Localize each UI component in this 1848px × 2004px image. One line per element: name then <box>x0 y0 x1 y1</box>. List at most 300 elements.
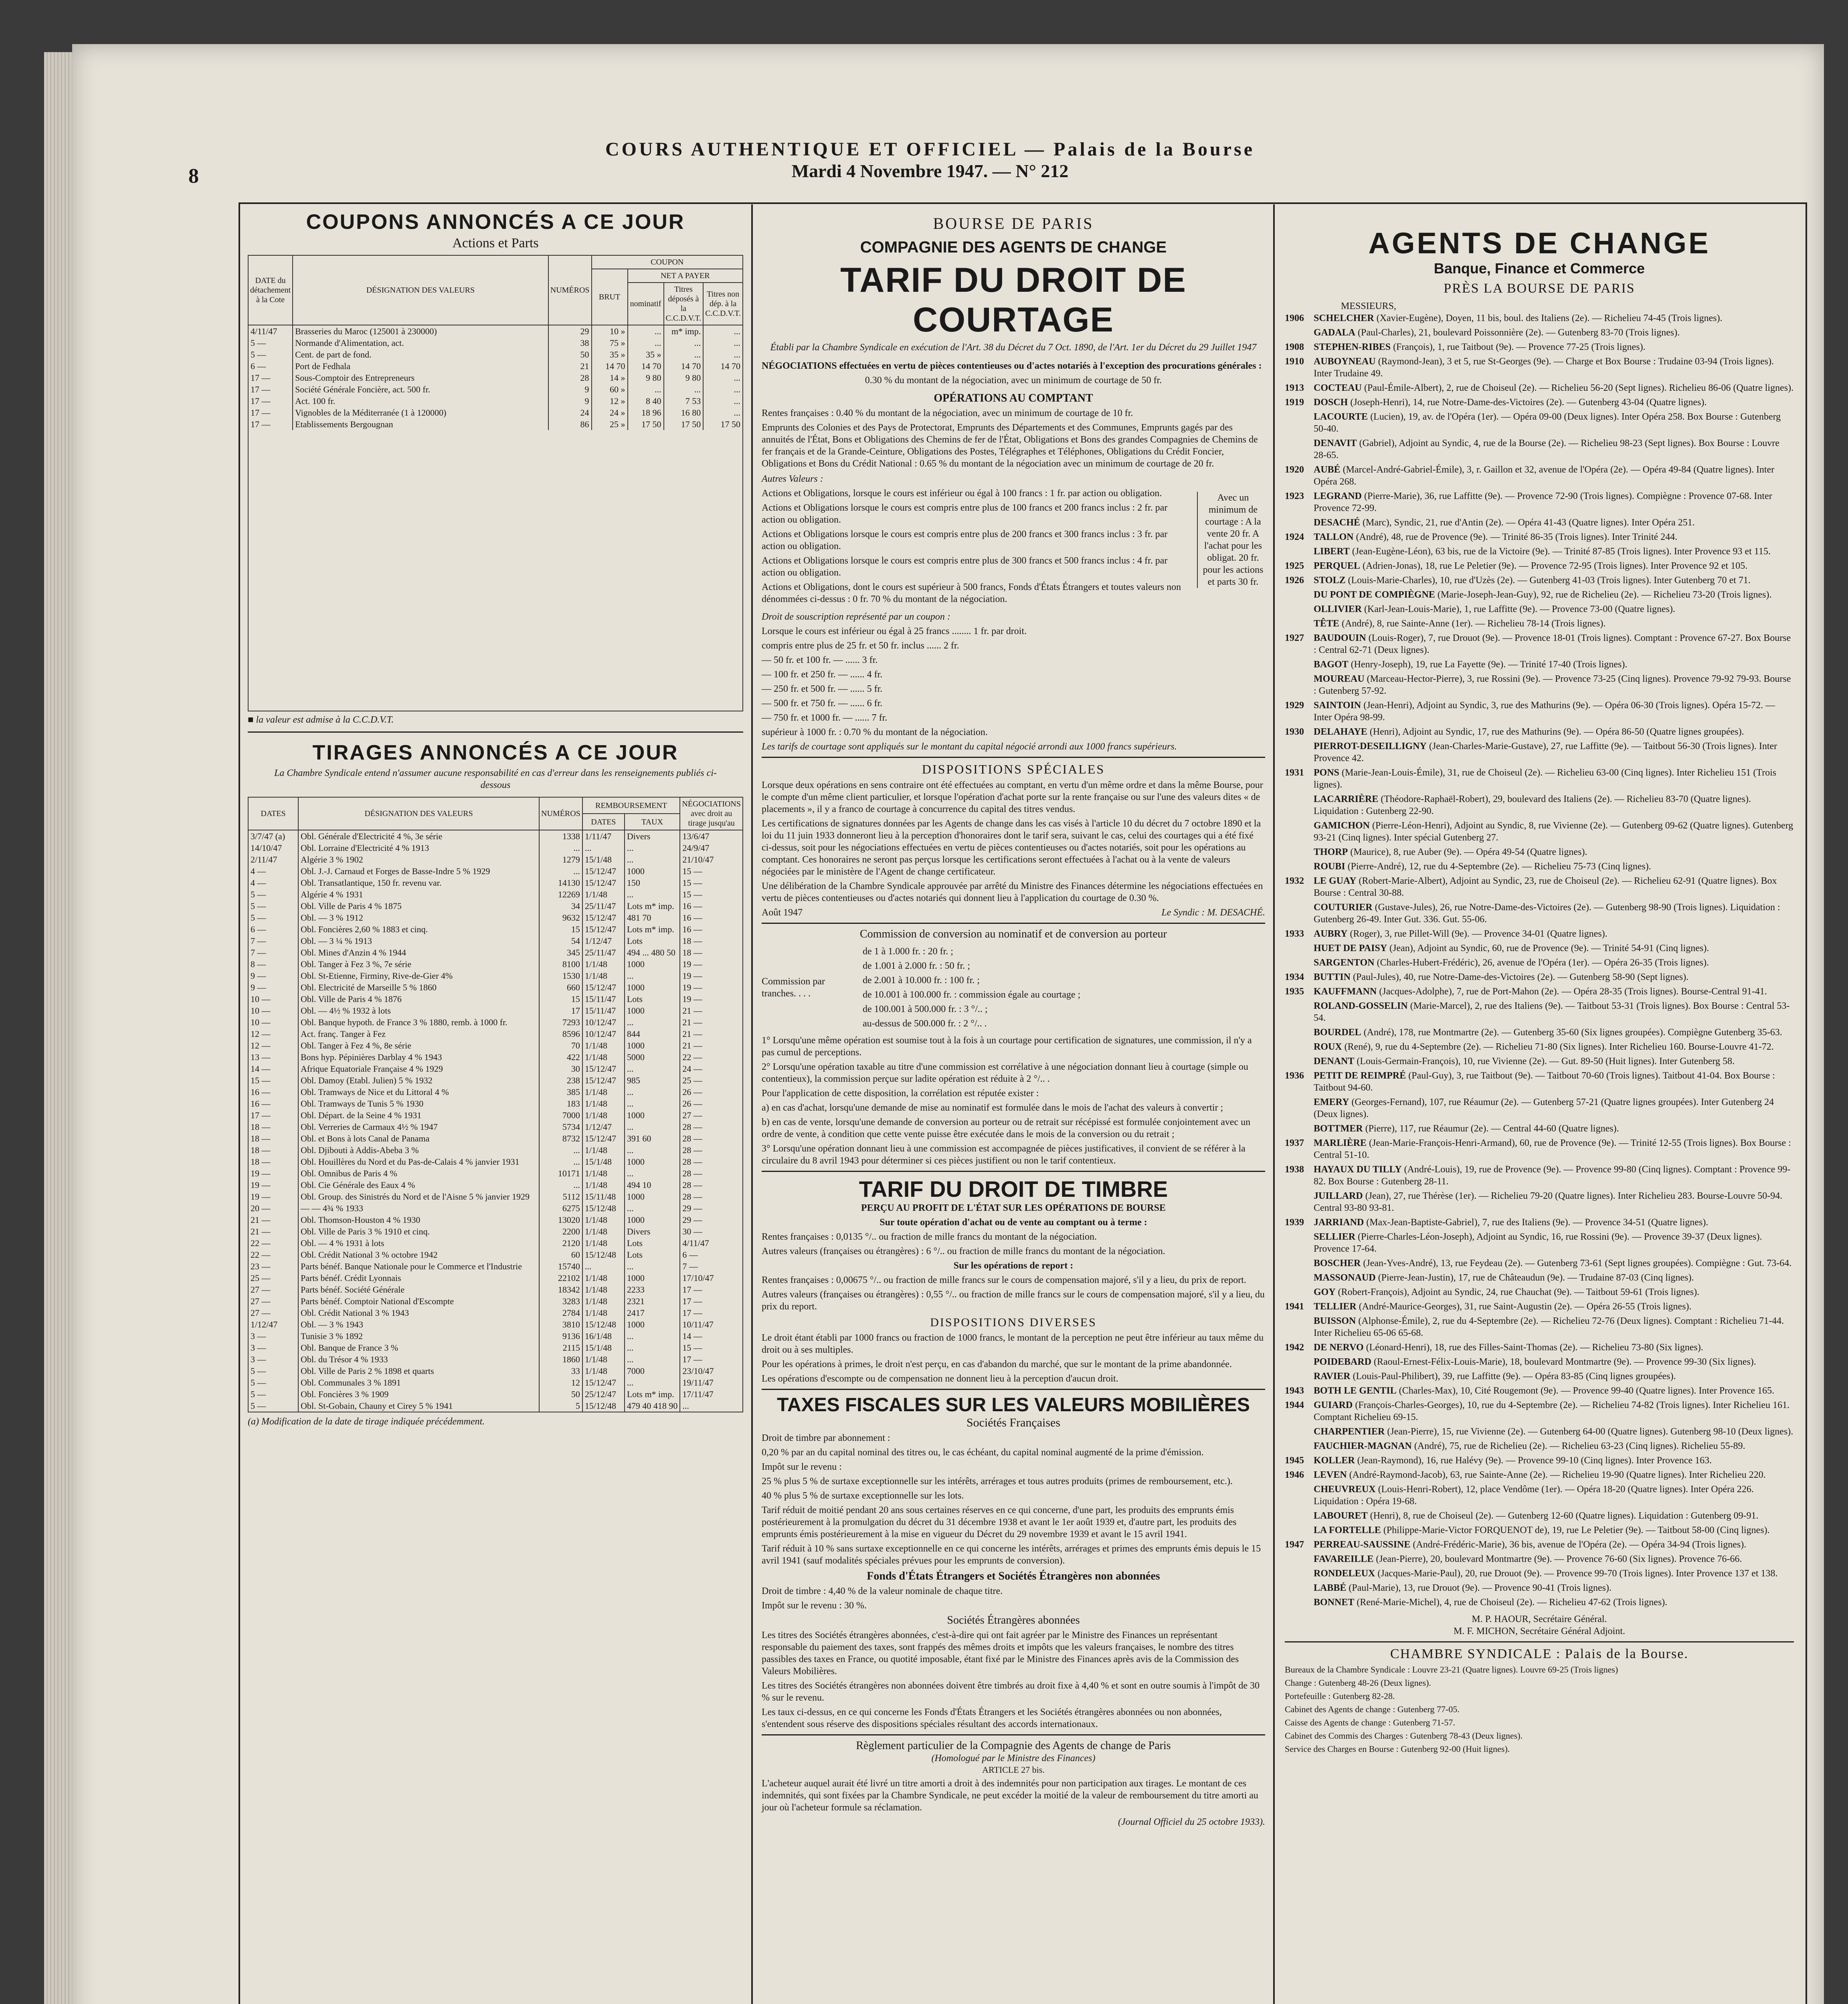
tirages-header-dates: DATES <box>248 797 298 830</box>
tirages-row <box>248 1319 743 1330</box>
tirages-cell: ... <box>539 1156 582 1168</box>
coupons-row <box>248 395 743 407</box>
agent-name: GAMICHON <box>1314 820 1370 831</box>
autres-item: Actions et Obligations, lorsque le cours est inférieur ou égal à 100 francs : 1 fr. par action ou obligation. <box>762 488 1162 499</box>
tirages-row <box>248 1109 743 1121</box>
tirages-cell: 238 <box>539 1075 582 1086</box>
tirages-row <box>248 1028 743 1040</box>
tirages-cell: 17/11/47 <box>680 1388 743 1400</box>
coupons-cell: 24 » <box>592 407 628 418</box>
coupons-cell: 35 » <box>628 349 664 360</box>
coupons-cell: ... <box>664 337 704 349</box>
tirages-row <box>248 970 743 982</box>
tirages-cell: Lots m* imp. <box>625 923 680 935</box>
tirages-cell: 22102 <box>539 1272 582 1284</box>
tirages-cell: ... <box>539 1179 582 1191</box>
agent-details: (Gabriel), Adjoint au Syndic, 4, rue de la Bourse (2e). — Richelieu 98-23 (Sept lignes). Box Bourse : Louvre 28-65. <box>1314 438 1780 461</box>
coupons-cell: ... <box>628 325 664 337</box>
tirages-cell: 16 — <box>680 912 743 923</box>
agent-entry <box>1285 1426 1794 1438</box>
coupons-cell: 14 70 <box>628 360 664 372</box>
tirages-cell: 494 10 <box>625 1179 680 1191</box>
negociations-text: 0.30 % du montant de la négociation, avec un minimum de courtage de 50 fr. <box>865 375 1162 386</box>
agent-entry <box>1285 767 1794 791</box>
abonnees-title: Sociétés Étrangères abonnées <box>947 1614 1080 1626</box>
agent-year: 1939 <box>1285 1217 1304 1228</box>
agent-details: (Henri), 8, rue de Choiseul (2e). — Gutenberg 12-60 (Quatre lignes). Liquidation : Gutenberg 09-91. <box>1370 1511 1759 1521</box>
coupons-cell: 9 <box>548 384 592 395</box>
tirages-cell: 5 <box>539 1400 582 1412</box>
tirages-cell: 14/10/47 <box>248 842 298 854</box>
tirages-cell: 1000 <box>625 958 680 970</box>
tirages-subtitle: La Chambre Syndicale entend n'assumer aucune responsabilité en cas d'erreur dans les renseignements publiés ci-dessous <box>274 768 717 790</box>
tirages-row <box>248 1075 743 1086</box>
timbre-comptant-title: Sur toute opération d'achat ou de vente au comptant ou à terme : <box>880 1217 1147 1228</box>
tirages-cell: 479 40 418 90 <box>625 1400 680 1412</box>
agent-name: GADALA <box>1314 327 1356 338</box>
agent-details: (Pierre-André), 12, rue du 4-Septembre (2e). — Richelieu 75-73 (Cinq lignes). <box>1347 861 1651 872</box>
agent-year: 1938 <box>1285 1164 1304 1175</box>
disposition-paragraph: Les certifications de signatures données par les Agents de change dans les cas visés à l'article 10 du décret du 7 octobre 1890 et la loi du 11 juin 1933 donneront lieu à la perception d'honoraires dont le tarif sera, suivant le cas, celui des courtages qui a été fixé ci-dessus, soit pour les négociations effectuées en vertu de pièces contentieuses ou d'actes notariés, soit pour les opérations au comptant. Ces honoraires ne seront pas perçus lorsque les certifications seront effectuées à l'achat ou à la vente de valeurs négociées par le ministère de l'Agent de change certificateur. <box>762 818 1261 877</box>
coupons-cell: 25 » <box>592 418 628 430</box>
agent-name: STOLZ <box>1314 575 1346 586</box>
tirages-cell: 16 — <box>248 1098 298 1109</box>
agent-year: 1934 <box>1285 972 1304 982</box>
tirages-cell: 3810 <box>539 1319 582 1330</box>
tirages-cell: Obl. du Trésor 4 % 1933 <box>298 1354 539 1365</box>
agent-details: (Paul-Guy), 3, rue Taitbout (9e). — Taitbout 70-60 (Trois lignes). Taitbout 41-04. Box Bourse : Taitbout 94-60. <box>1314 1071 1775 1093</box>
tirages-cell: Obl. Djibouti à Addis-Abeba 3 % <box>298 1144 539 1156</box>
tirages-cell: ... <box>625 1354 680 1365</box>
agent-entry <box>1285 971 1794 983</box>
agent-year: 1936 <box>1285 1071 1304 1081</box>
agent-name: GUIARD <box>1314 1400 1353 1410</box>
tirages-cell: 21 — <box>248 1226 298 1237</box>
timbre-comptant-list <box>762 1231 1265 1257</box>
agent-entry <box>1285 1440 1794 1452</box>
agent-name: DE NERVO <box>1314 1342 1364 1353</box>
coupons-cell: 5 — <box>248 337 293 349</box>
agent-details: (Charles-Hubert-Frédéric), 26, avenue de l'Opéra (1er). — Opéra 26-35 (Trois lignes). <box>1377 958 1709 968</box>
agent-year: 1930 <box>1285 727 1304 737</box>
agent-name: ROUX <box>1314 1042 1342 1052</box>
tirages-cell: 15/11/47 <box>582 1005 625 1016</box>
tirages-cell: 12269 <box>539 889 582 900</box>
tirages-cell: 183 <box>539 1098 582 1109</box>
agent-name: BOTTMER <box>1314 1123 1363 1134</box>
tirages-cell: 23 — <box>248 1261 298 1272</box>
coupons-cell: Normande d'Alimentation, act. <box>293 337 548 349</box>
tirages-cell: 1/1/48 <box>582 1168 625 1179</box>
agent-name: FAUCHIER-MAGNAN <box>1314 1441 1412 1451</box>
agent-details: (François), 1, rue Taitbout (9e). — Provence 77-25 (Trois lignes). <box>1393 342 1646 352</box>
tirages-cell: 21 — <box>248 1214 298 1226</box>
tirages-cell: 12 — <box>248 1040 298 1051</box>
tirages-cell: Obl. Lorraine d'Electricité 4 % 1913 <box>298 842 539 854</box>
tirages-cell: 1/1/48 <box>582 1226 625 1237</box>
timbre-title: TARIF DU DROIT DE TIMBRE <box>859 1176 1168 1202</box>
reglement-text: L'acheteur auquel aurait été livré un titre amorti a droit à des indemnités pour non participation aux tirages. Le montant de ces indemnités, qui sont fixées par la Chambre Syndicale, ne peut excéder la moitié de la valeur de remboursement du titre amorti au jour où l'acheteur formule sa réclamation. <box>762 1778 1258 1813</box>
agents-subtitle2: PRÈS LA BOURSE DE PARIS <box>1444 281 1635 296</box>
agent-name: RONDELEUX <box>1314 1568 1375 1579</box>
agent-entry <box>1285 942 1794 954</box>
tirages-cell: 2784 <box>539 1307 582 1319</box>
tirages-table-body <box>248 830 743 1412</box>
agent-entry <box>1285 560 1794 572</box>
tirages-row <box>248 854 743 865</box>
tirages-cell: 24 — <box>680 1063 743 1075</box>
tirages-cell: ... <box>625 1098 680 1109</box>
tirages-row <box>248 1179 743 1191</box>
agent-name: CHARPENTIER <box>1314 1426 1385 1437</box>
tirages-cell: 19 — <box>248 1179 298 1191</box>
tirages-cell: 15/12/47 <box>582 982 625 993</box>
souscription-item: — 50 fr. et 100 fr. — ...... 3 fr. <box>762 655 878 665</box>
coupons-cell: 16 80 <box>664 407 704 418</box>
agent-name: DOSCH <box>1314 397 1348 408</box>
agent-entry <box>1285 1341 1794 1354</box>
tirages-cell: 8732 <box>539 1133 582 1144</box>
tirages-cell: 15/1/48 <box>582 854 625 865</box>
tirages-cell: 27 — <box>248 1284 298 1295</box>
tirages-cell: ... <box>625 889 680 900</box>
tirages-row <box>248 1121 743 1133</box>
tirages-cell: 1530 <box>539 970 582 982</box>
tirages-cell: Lots <box>625 1237 680 1249</box>
coupons-cell: 86 <box>548 418 592 430</box>
tirages-cell: 26 — <box>680 1098 743 1109</box>
coupons-cell: 10 » <box>592 325 628 337</box>
tirages-cell: 13/6/47 <box>680 830 743 842</box>
agent-name: BOURDEL <box>1314 1027 1361 1038</box>
tirages-row <box>248 1214 743 1226</box>
agent-year: 1927 <box>1285 633 1304 643</box>
tirages-row <box>248 1016 743 1028</box>
dispositions-list <box>762 779 1265 904</box>
agent-name: DESACHÉ <box>1314 517 1361 528</box>
tirages-note: (a) Modification de la date de tirage indiquée précédemment. <box>248 1416 485 1427</box>
tirages-row <box>248 1249 743 1261</box>
agent-entry <box>1285 957 1794 969</box>
agent-details: (Pierre-Léon-Henri), Adjoint au Syndic, 8, rue Vivienne (2e). — Gutenberg 09-62 (Quatre lignes). Gutenberg 93-21 (Cinq lignes). Inter spécial Gutenberg 27. <box>1314 820 1793 843</box>
coupons-row <box>248 418 743 430</box>
tirages-cell: 1000 <box>625 1040 680 1051</box>
coupons-cell: 24 <box>548 407 592 418</box>
taxes-fr-item: Impôt sur le revenu : <box>762 1462 842 1472</box>
tirages-cell: 1000 <box>625 1109 680 1121</box>
tirages-cell: 7 — <box>680 1261 743 1272</box>
tirages-cell: 25 — <box>680 1075 743 1086</box>
agent-details: (René-Marie-Michel), 4, rue de Choiseul (2e). — Richelieu 47-62 (Trois lignes). <box>1357 1597 1668 1608</box>
tirages-cell: Obl. Banque hypoth. de France 3 % 1880, remb. à 1000 fr. <box>298 1016 539 1028</box>
tirages-cell: 5 — <box>248 900 298 912</box>
conversion-row: de 100.001 à 500.000 fr. : 3 °/.. ; <box>863 1004 988 1014</box>
tirages-cell: 2/11/47 <box>248 854 298 865</box>
conversion-note: 1° Lorsqu'une même opération est soumise tout à la fois à un courtage pour certification de signatures, une commission, il n'y a pas cumul de perceptions. <box>762 1035 1252 1058</box>
tirages-cell: 10171 <box>539 1168 582 1179</box>
diverses-item: Les opérations d'escompte ou de compensation ne donnent lieu à la perception d'aucun droit. <box>762 1374 1118 1384</box>
coupons-cell: 17 50 <box>628 418 664 430</box>
agent-name: FAVAREILLE <box>1314 1554 1374 1564</box>
tirages-cell: Obl. Electricité de Marseille 5 % 1860 <box>298 982 539 993</box>
coupons-cell: ... <box>628 337 664 349</box>
tirages-cell: 1/1/48 <box>582 1237 625 1249</box>
coupons-cell: m* imp. <box>664 325 704 337</box>
tirages-cell: 12 <box>539 1377 582 1388</box>
tirages-cell: 1000 <box>625 1319 680 1330</box>
courtage-title: TARIF DU DROIT DE COURTAGE <box>840 261 1187 339</box>
agent-entry <box>1285 531 1794 543</box>
agent-entry <box>1285 1315 1794 1339</box>
tirages-cell: 14130 <box>539 877 582 889</box>
agent-entry <box>1285 1272 1794 1284</box>
tirages-cell: 16 — <box>680 923 743 935</box>
tirages-cell: 1/1/48 <box>582 1051 625 1063</box>
agent-entry <box>1285 341 1794 353</box>
tirages-row <box>248 1063 743 1075</box>
agent-entry <box>1285 1455 1794 1467</box>
tirages-cell: ... <box>625 1261 680 1272</box>
agent-details: (Pierre-Marie), 36, rue Laffitte (9e). — Provence 72-90 (Trois lignes). Compiègne : Provence 07-68. Inter Provence 72-99. <box>1314 491 1772 513</box>
coupons-cell: 7 53 <box>664 395 704 407</box>
page-header <box>188 138 1672 182</box>
agent-details: (Karl-Jean-Louis-Marie), 1, rue Laffitte (9e). — Provence 73-00 (Quatre lignes). <box>1364 604 1675 614</box>
agent-details: (Théodore-Raphaël-Robert), 29, boulevard des Italiens (2e). — Richelieu 83-70 (Quatre lignes). Liquidation : Gutenberg 22-90. <box>1314 794 1751 816</box>
diverses-item: Pour les opérations à primes, le droit n'est perçu, en cas d'abandon du marché, que sur le montant de la prime abandonnée. <box>762 1359 1232 1370</box>
tirages-cell: 1000 <box>625 1214 680 1226</box>
tirages-cell: 21 — <box>680 1028 743 1040</box>
tirages-cell: ... <box>539 842 582 854</box>
agent-entry <box>1285 1257 1794 1269</box>
conversion-note: 2° Lorsqu'une opération taxable au titre d'une commission est corrélative à une négociation donnant lieu à courtage (simple ou contentieux), la commission perçue sur ladite opération est réduite à 2 °/.. . <box>762 1062 1248 1084</box>
tirages-row <box>248 1377 743 1388</box>
tirages-cell: 844 <box>625 1028 680 1040</box>
agent-entry <box>1285 312 1794 324</box>
coupons-cell: 75 » <box>592 337 628 349</box>
agent-year: 1913 <box>1285 383 1304 393</box>
agent-details: (Joseph-Henri), 14, rue Notre-Dame-des-Victoires (2e). — Gutenberg 43-04 (Quatre lignes). <box>1350 397 1707 408</box>
tirages-cell: 28 — <box>680 1156 743 1168</box>
tirages-row <box>248 1342 743 1354</box>
tirages-cell: 150 <box>625 877 680 889</box>
tirages-cell: Divers <box>625 1226 680 1237</box>
coupons-cell: Cent. de part de fond. <box>293 349 548 360</box>
tirages-cell: 5 — <box>248 1388 298 1400</box>
agent-name: LEGRAND <box>1314 491 1362 501</box>
agent-name: BUTTIN <box>1314 972 1351 982</box>
agent-entry <box>1285 603 1794 615</box>
tirages-cell: 30 — <box>680 1226 743 1237</box>
dispositions-date: Août 1947 <box>762 907 803 918</box>
tirages-cell: 15 <box>539 993 582 1005</box>
tirages-cell: ... <box>625 1121 680 1133</box>
chambre-line: Portefeuille : Gutenberg 82-28. <box>1285 1691 1395 1701</box>
agent-details: (Jean), Adjoint au Syndic, 60, rue de Provence (9e). — Trinité 54-91 (Cinq lignes). <box>1389 943 1709 954</box>
tirages-cell: 18 — <box>248 1156 298 1168</box>
tirages-cell: 17/10/47 <box>680 1272 743 1284</box>
agent-details: (Roger), 3, rue Pillet-Will (9e). — Provence 34-01 (Quatre lignes). <box>1350 929 1607 939</box>
tirages-row <box>248 1272 743 1284</box>
tirages-cell: 22 — <box>680 1051 743 1063</box>
tirages-cell: 1/12/47 <box>248 1319 298 1330</box>
agent-name: DENAVIT <box>1314 438 1357 448</box>
tirages-header-remboursement: REMBOURSEMENT <box>582 797 680 814</box>
tirages-cell: 15/12/47 <box>582 912 625 923</box>
tirages-cell: Obl. Ville de Paris 4 % 1876 <box>298 993 539 1005</box>
tirages-cell: 15 — <box>248 1075 298 1086</box>
agent-entry <box>1285 928 1794 940</box>
tirages-cell: Obl. et Bons à lots Canal de Panama <box>298 1133 539 1144</box>
agent-name: DELAHAYE <box>1314 727 1367 737</box>
timbre-subtitle: PERÇU AU PROFIT DE L'ÉTAT SUR LES OPÉRATIONS DE BOURSE <box>861 1203 1166 1213</box>
tirages-cell: 5000 <box>625 1051 680 1063</box>
tirages-row <box>248 900 743 912</box>
tirages-header-designation: DÉSIGNATION DES VALEURS <box>298 797 539 830</box>
agents-subtitle: Banque, Finance et Commerce <box>1434 260 1645 277</box>
tirages-cell: Obl. Générale d'Electricité 4 %, 3e série <box>298 830 539 842</box>
agent-year: 1906 <box>1285 313 1304 323</box>
agent-year: 1923 <box>1285 491 1304 501</box>
tirages-cell: ... <box>680 1400 743 1412</box>
agent-name: LACOURTE <box>1314 412 1368 422</box>
agent-year: 1926 <box>1285 575 1304 586</box>
agent-name: AUBOYNEAU <box>1314 356 1376 367</box>
taxes-fr-item: 0,20 % par an du capital nominal des titres ou, le cas échéant, du capital nominal augmenté de la prime d'émission. <box>762 1447 1204 1458</box>
tirages-row <box>248 1400 743 1412</box>
agent-entry <box>1285 1231 1794 1255</box>
agent-name: POIDEBARD <box>1314 1357 1372 1367</box>
bourse-company: COMPAGNIE DES AGENTS DE CHANGE <box>860 238 1167 256</box>
tirages-table <box>248 797 743 1412</box>
agent-entry <box>1285 673 1794 697</box>
tirages-cell: 1/1/48 <box>582 1179 625 1191</box>
section-divider <box>1285 1641 1794 1642</box>
tirages-cell: ... <box>625 1202 680 1214</box>
coupons-header-deposes: Titres déposés à la C.C.D.V.T. <box>664 283 704 325</box>
agent-entry <box>1285 699 1794 723</box>
chambre-title: CHAMBRE SYNDICALE : Palais de la Bourse. <box>1390 1646 1688 1661</box>
coupons-cell: 21 <box>548 360 592 372</box>
agent-year: 1937 <box>1285 1138 1304 1148</box>
etrangers-item: Impôt sur le revenu : 30 %. <box>762 1600 867 1611</box>
agent-entry <box>1285 1510 1794 1522</box>
abonnees-item: Les taux ci-dessus, en ce qui concerne les Fonds d'États Étrangers et les Sociétés étrangères abonnées ou non abonnées, s'entendent sous réserve des dispositions spéciales résultant des accords internationaux. <box>762 1707 1222 1729</box>
agent-name: THORP <box>1314 847 1348 857</box>
coupons-cell: ... <box>703 372 743 384</box>
coupons-row <box>248 360 743 372</box>
tirages-cell: 15/12/47 <box>582 923 625 935</box>
agent-details: (Jean), 27, rue Thérèse (1er). — Richelieu 79-20 (Quatre lignes). Inter Richelieu 283. Bourse-Louvre 50-94. Central 93-80 93-81. <box>1314 1191 1783 1213</box>
chambre-line: Change : Gutenberg 48-26 (Deux lignes). <box>1285 1678 1431 1688</box>
autres-item: Actions et Obligations lorsque le cours est compris entre plus de 200 francs et 300 francs inclus : 3 fr. par action ou obligation. <box>762 529 1168 552</box>
section-divider <box>762 923 1265 924</box>
tirages-cell: 5 — <box>248 912 298 923</box>
agent-details: (Jean-Eugène-Léon), 63 bis, rue de la Victoire (9e). — Trinité 87-85 (Trois lignes). Inter Provence 93 et 115. <box>1352 546 1771 557</box>
souscription-item: — 100 fr. et 250 fr. — ...... 4 fr. <box>762 669 883 680</box>
etrangers-title: Fonds d'États Étrangers et Sociétés Étrangères non abonnées <box>867 1570 1160 1582</box>
coupons-cell: Sous-Comptoir des Entrepreneurs <box>293 372 548 384</box>
taxes-fr-item: Tarif réduit de moitié pendant 20 ans sous certaines réserves en ce qui concerne, d'une part, les produits des emprunts émis postérieurement à la promulgation du décret du 31 décembre 1938 et avant le 1er août 1939 et, d'autre part, les produits des emprunts émis postérieurement à la mise en vigueur du Décret du 29 novembre 1939 et avant le 15 avril 1941. <box>762 1505 1237 1539</box>
tirages-cell: 16 — <box>248 1086 298 1098</box>
agent-entry <box>1285 1070 1794 1094</box>
coupons-cell: 4/11/47 <box>248 325 293 337</box>
diverses-list <box>762 1332 1265 1385</box>
coupons-title: COUPONS ANNONCÉS A CE JOUR <box>306 210 685 234</box>
tirages-row <box>248 923 743 935</box>
agents-messieurs: MESSIEURS, <box>1341 301 1397 311</box>
agent-name: LABOURET <box>1314 1511 1368 1521</box>
reglement-source: (Journal Officiel du 25 octobre 1933). <box>1118 1817 1265 1827</box>
tirages-row <box>248 865 743 877</box>
tirages-cell: Lots m* imp. <box>625 1388 680 1400</box>
bourse-kicker: BOURSE DE PARIS <box>933 214 1094 232</box>
agent-details: (Marie-Joseph-Jean-Guy), 92, rue de Richelieu (2e). — Richelieu 73-20 (Trois lignes). <box>1437 590 1772 600</box>
tirages-cell: 5112 <box>539 1191 582 1202</box>
coupons-cell: Vignobles de la Méditerranée (1 à 120000) <box>293 407 548 418</box>
agent-year: 1919 <box>1285 397 1304 408</box>
tirages-cell: 18 — <box>248 1121 298 1133</box>
agent-name: SAINTOIN <box>1314 700 1361 711</box>
tirages-cell: 13020 <box>539 1214 582 1226</box>
tirages-cell: 5 — <box>248 889 298 900</box>
tirages-header-dates2: DATES <box>582 814 625 830</box>
agent-details: (André), 178, rue Montmartre (2e). — Gutenberg 35-60 (Six lignes groupées). Compiègne Gutenberg 35-63. <box>1363 1027 1782 1038</box>
tirages-cell: ... <box>625 1144 680 1156</box>
tirages-cell: 10 — <box>248 993 298 1005</box>
agent-name: BUISSON <box>1314 1316 1356 1326</box>
tirages-cell: 4 — <box>248 865 298 877</box>
agent-details: (Robert-Marie-Albert), Adjoint au Syndic, 23, rue de Choiseul (2e). — Richelieu 62-91 (Quatre lignes). Box Bourse : Central 30-88. <box>1314 876 1777 898</box>
tirages-row <box>248 1191 743 1202</box>
tirages-cell: 1000 <box>625 865 680 877</box>
tirages-cell: 1/1/48 <box>582 1086 625 1098</box>
coupons-cell: Société Générale Foncière, act. 500 fr. <box>293 384 548 395</box>
tirages-cell: 2120 <box>539 1237 582 1249</box>
agent-details: (Louis-Marie-Charles), 10, rue d'Uzès (2e). — Gutenberg 41-03 (Trois lignes). Inter Gutenberg 70 et 71. <box>1348 575 1751 586</box>
tirages-cell: 1/12/47 <box>582 1121 625 1133</box>
coupons-cell: 17 — <box>248 384 293 395</box>
tirages-cell: 1/1/48 <box>582 1272 625 1284</box>
agent-name: HAYAUX DU TILLY <box>1314 1164 1402 1175</box>
agent-entry <box>1285 793 1794 817</box>
agent-name: SCHELCHER <box>1314 313 1374 323</box>
agent-details: (Jacques-Adolphe), 7, rue de Port-Mahon (2e). — Opéra 28-35 (Trois lignes). Bourse-Central 91-41. <box>1379 986 1767 997</box>
tirages-cell: 9 — <box>248 982 298 993</box>
coupons-header-coupon: COUPON <box>592 255 743 269</box>
tirages-cell: 6 — <box>680 1249 743 1261</box>
tirages-row <box>248 1330 743 1342</box>
agent-year: 1920 <box>1285 465 1304 475</box>
tirages-cell: Parts bénéf. Crédit Lyonnais <box>298 1272 539 1284</box>
tirages-header-taux: TAUX <box>625 814 680 830</box>
coupons-cell: ... <box>703 384 743 395</box>
agent-entry <box>1285 545 1794 558</box>
agent-details: (Georges-Fernand), 107, rue Réaumur (2e). — Gutenberg 57-21 (Quatre lignes groupées). Inter Gutenberg 24 (Deux lignes). <box>1314 1097 1774 1119</box>
agent-entry <box>1285 411 1794 435</box>
agent-name: TALLON <box>1314 532 1354 542</box>
agent-details: (Gustave-Jules), 26, rue Notre-Dame-des-Victoires (2e). — Gutenberg 98-90 (Trois lignes). Liquidation : Gutenberg 26-49. Inter Gut. 336. Gut. 55-06. <box>1314 902 1780 925</box>
agent-entry <box>1285 1568 1794 1580</box>
tirages-cell: Obl. Tanger à Fez 3 %, 7e série <box>298 958 539 970</box>
tirages-cell: 660 <box>539 982 582 993</box>
tirages-cell: Obl. Ville de Paris 3 % 1910 et cinq. <box>298 1226 539 1237</box>
tirages-cell: 15/11/48 <box>582 1191 625 1202</box>
tirages-cell: 2321 <box>625 1295 680 1307</box>
tirages-cell: Parts bénéf. Société Générale <box>298 1284 539 1295</box>
tirages-title: TIRAGES ANNONCÉS A CE JOUR <box>312 741 679 764</box>
tirages-cell: 28 — <box>680 1168 743 1179</box>
tirages-cell: ... <box>625 1086 680 1098</box>
